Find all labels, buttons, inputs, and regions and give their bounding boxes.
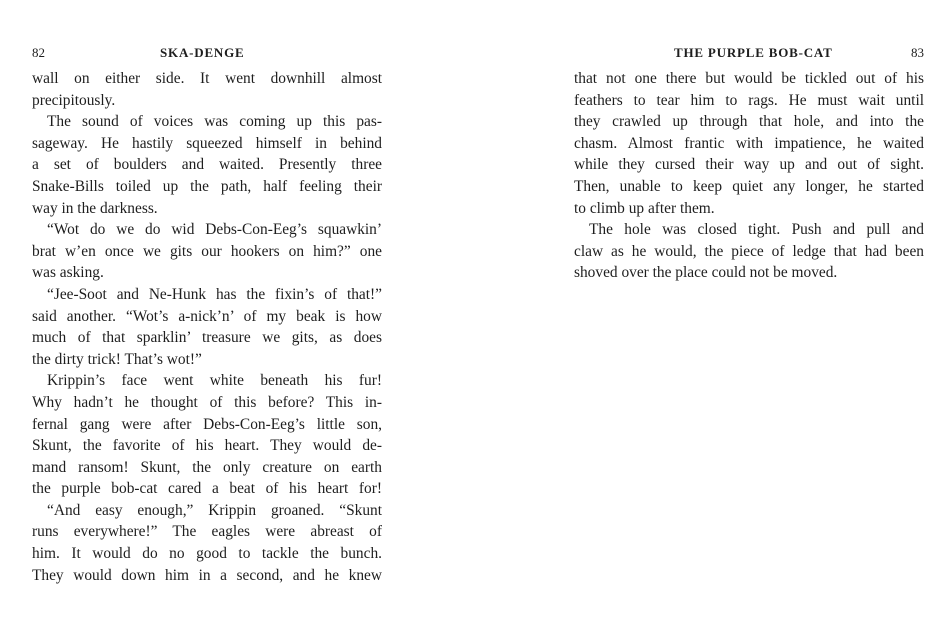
text-line: runs everywhere!” The eagles were abreast of bbox=[32, 523, 382, 541]
text-line: that not one there but would be tickled out of his bbox=[574, 70, 924, 87]
text-line: the purple bob-cat cared a beat of his heart for! bbox=[32, 480, 382, 498]
text-line: The hole was closed tight. Push and pull and bbox=[589, 221, 924, 239]
text-line: feathers to tear him to rags. He must wait until bbox=[574, 91, 924, 109]
right-page bbox=[574, 0, 924, 617]
left-page-number: 82 bbox=[32, 45, 45, 60]
text-line: fernal gang were after Debs-Con-Eeg’s little son, bbox=[32, 415, 382, 433]
right-page-header bbox=[574, 45, 924, 63]
text-line: a set of boulders and waited. Presently three bbox=[32, 156, 382, 174]
right-page-number: 83 bbox=[911, 45, 924, 60]
text-line: claw as he would, the piece of ledge that had been bbox=[574, 242, 924, 260]
text-line: shoved over the place could not be moved. bbox=[574, 264, 838, 282]
text-line: to climb up after them. bbox=[574, 199, 715, 217]
text-line: wall on either side. It went downhill almost bbox=[32, 70, 382, 87]
text-line: “Wot do we do wid Debs-Con-Eeg’s squawkin’ bbox=[47, 221, 382, 239]
text-line: said another. “Wot’s a-nick’n’ of my beak is how bbox=[32, 307, 382, 325]
text-line: Then, unable to keep quiet any longer, he started bbox=[574, 177, 924, 195]
text-line: “And easy enough,” Krippin groaned. “Skunt bbox=[47, 501, 382, 519]
text-line: mand ransom! Skunt, the only creature on earth bbox=[32, 458, 382, 476]
right-page-body bbox=[574, 68, 924, 284]
text-line: sageway. He hastily squeezed himself in behind bbox=[32, 134, 382, 152]
text-line: him. It would do no good to tackle the bunch. bbox=[32, 545, 382, 563]
text-line: Skunt, the favorite of his heart. They would de- bbox=[32, 437, 382, 455]
left-running-head: SKA-DENGE bbox=[160, 45, 245, 60]
left-page-header bbox=[32, 45, 382, 63]
text-line: Why hadn’t he thought of this before? This in- bbox=[32, 393, 382, 411]
text-line: much of that sparklin’ treasure we gits, as does bbox=[32, 329, 382, 347]
text-line: was asking. bbox=[32, 264, 104, 282]
text-line: Krippin’s face went white beneath his fur! bbox=[47, 372, 382, 390]
text-line: way in the darkness. bbox=[32, 199, 158, 217]
text-line: the dirty trick! That’s wot!” bbox=[32, 350, 202, 368]
text-line: “Jee-Soot and Ne-Hunk has the fixin’s of that!” bbox=[47, 285, 382, 303]
text-line: brat w’en once we gits our hookers on him?” one bbox=[32, 242, 382, 260]
left-page-body bbox=[32, 68, 382, 586]
left-page bbox=[32, 0, 382, 617]
text-line: Snake-Bills toiled up the path, half feeling their bbox=[32, 177, 382, 195]
text-line: while they cursed their way up and out of sight. bbox=[574, 156, 924, 174]
text-line: The sound of voices was coming up this pas- bbox=[47, 113, 382, 131]
text-line: chasm. Almost frantic with impatience, he waited bbox=[574, 134, 924, 152]
right-running-head: THE PURPLE BOB-CAT bbox=[674, 45, 833, 60]
text-line: precipitously. bbox=[32, 91, 116, 109]
text-line: They would down him in a second, and he knew bbox=[32, 566, 382, 584]
text-line: they crawled up through that hole, and into the bbox=[574, 113, 924, 131]
